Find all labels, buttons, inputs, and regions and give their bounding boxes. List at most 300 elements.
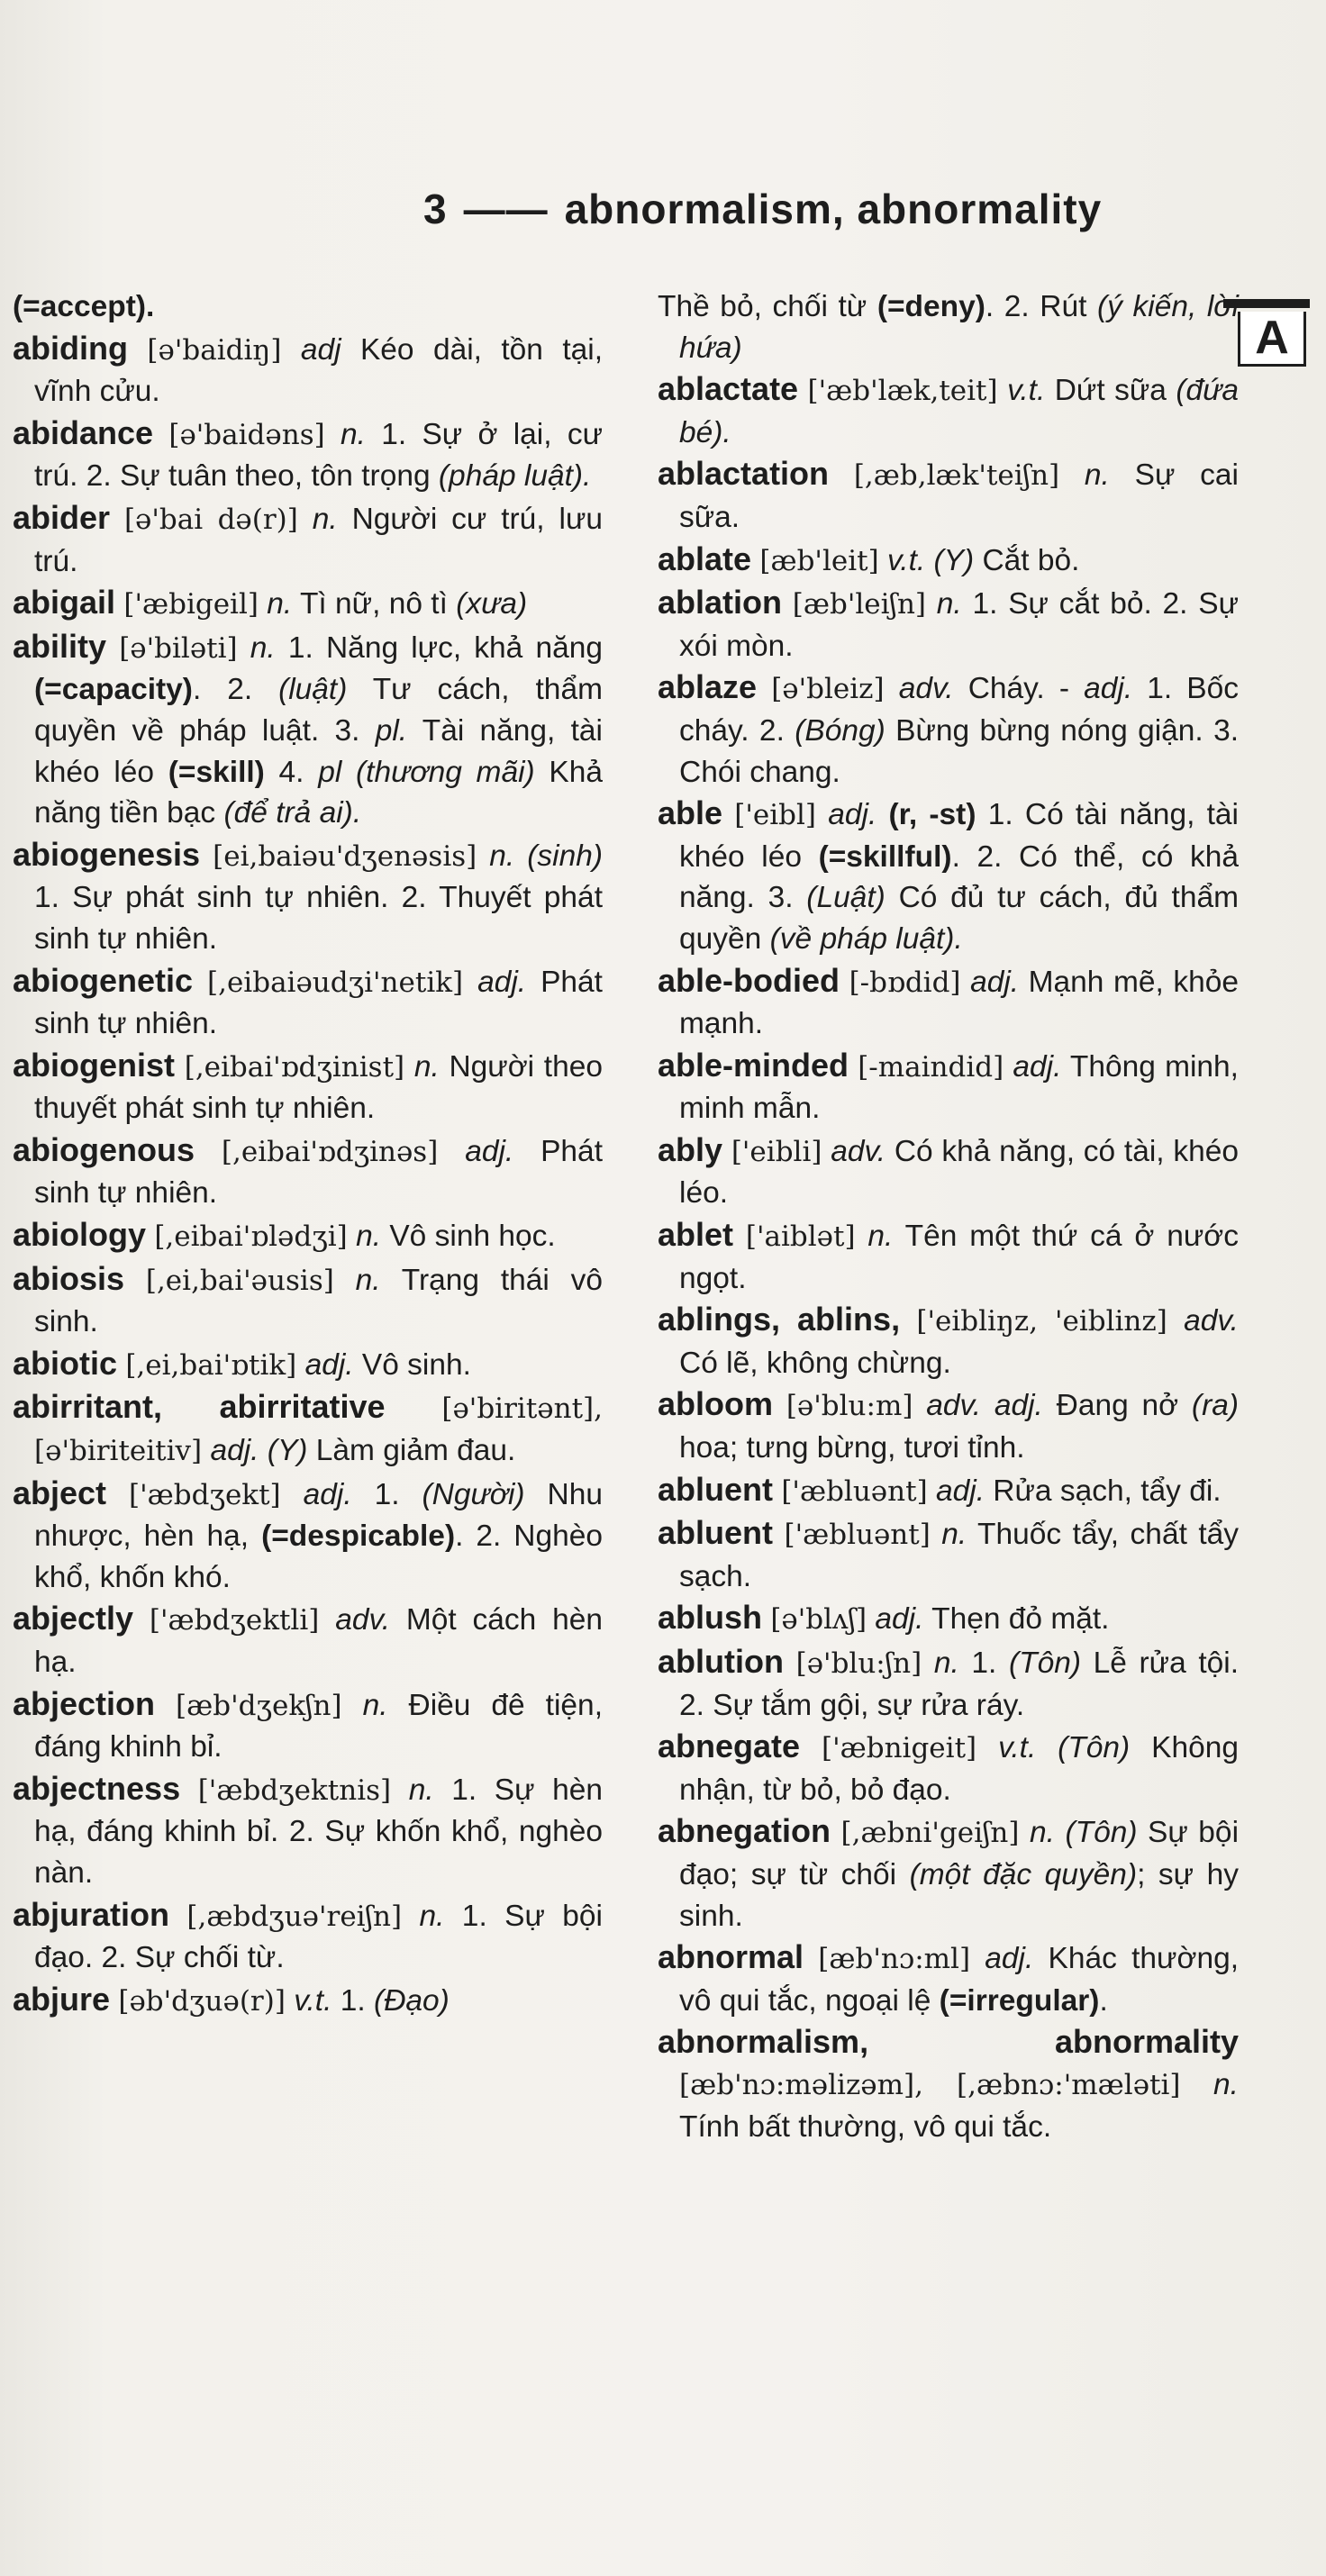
- definition-text: [900, 1304, 916, 1338]
- definition-text: [1059, 458, 1085, 492]
- bold-gloss: (=despicable): [261, 1519, 456, 1554]
- pronunciation: [æb'leiʃn]: [792, 588, 927, 621]
- definition-text: Cháy. -: [953, 672, 1085, 706]
- definition-text: . 2. Có thể, có khả năng. 3.: [679, 839, 1239, 915]
- dictionary-entry: [13, 1343, 603, 1387]
- italic-label: (Tôn): [1008, 1646, 1082, 1680]
- pronunciation: ['eibl]: [734, 799, 817, 832]
- italic-label: adv.: [335, 1603, 391, 1637]
- definition-text: [175, 1050, 185, 1084]
- italic-label: adv.: [831, 1134, 886, 1168]
- dictionary-entry: [13, 626, 603, 834]
- dictionary-entry: [13, 286, 603, 328]
- italic-label: (Đạo): [373, 1983, 450, 2018]
- bold-gloss: (=skillful): [818, 839, 952, 874]
- italic-label: n.: [941, 1518, 967, 1552]
- italic-label: adj.: [465, 1134, 514, 1168]
- headword: ablush: [658, 1599, 763, 1637]
- italic-label: adj.: [477, 965, 527, 999]
- definition-text: [970, 1942, 985, 1975]
- definition-text: [195, 1135, 222, 1168]
- definition-text: [281, 333, 300, 367]
- pronunciation: ['aiblət]: [745, 1220, 856, 1254]
- definition-text: Không nhận, từ bỏ, bỏ đạo.: [679, 1731, 1240, 1807]
- bold-gloss: (=accept).: [13, 290, 155, 323]
- definition-text: [1019, 1816, 1030, 1849]
- pronunciation: [,æbni'geiʃn]: [840, 1817, 1020, 1850]
- definition-text: 1.: [351, 1477, 422, 1511]
- dictionary-entry: [658, 667, 1239, 793]
- headword: abiogenous: [13, 1130, 195, 1168]
- italic-label: adj.: [935, 1474, 985, 1508]
- definition-text: Nhu nhược, hèn hạ,: [34, 1477, 603, 1554]
- italic-label: n.: [356, 1220, 382, 1254]
- pronunciation: [,eibai'ɒdʒinəs]: [221, 1135, 439, 1168]
- dictionary-entry: [658, 1512, 1239, 1597]
- definition-text: [751, 544, 759, 577]
- headword: abluent: [658, 1514, 774, 1552]
- definition-text: [281, 1478, 304, 1511]
- definition-text: [1004, 1050, 1013, 1084]
- definition-text: Vô sinh.: [353, 1347, 471, 1382]
- italic-label: (đứa bé).: [679, 374, 1239, 449]
- definition-text: [115, 587, 123, 621]
- italic-label: adj.: [970, 965, 1020, 999]
- definition-text: [133, 1603, 150, 1637]
- headword: abject: [13, 1474, 107, 1511]
- bold-gloss: (=skill): [168, 755, 265, 789]
- dictionary-entry: [13, 413, 603, 497]
- headword: ablution: [658, 1643, 784, 1680]
- headword: ability: [13, 627, 107, 665]
- headword: abnegation: [658, 1812, 831, 1850]
- italic-label: n.: [1084, 458, 1110, 493]
- definition-text: 1. Sự ở lại, cư trú. 2. Sự tuân theo, tôn trọng: [34, 417, 603, 494]
- definition-text: [762, 1602, 770, 1636]
- dictionary-entry: [658, 1810, 1239, 1937]
- headword: ablactate: [658, 370, 799, 408]
- dictionary-entry: [13, 582, 603, 626]
- italic-label: adj: [300, 332, 341, 367]
- definition-text: ; sự hy sinh.: [679, 1857, 1240, 1933]
- italic-label: adv.: [898, 672, 954, 706]
- headword: ably: [658, 1130, 723, 1168]
- italic-label: pl.: [375, 713, 408, 748]
- right-column: [658, 286, 1239, 2147]
- thumb-index-letter: A: [1238, 312, 1306, 367]
- definition-text: [438, 1135, 465, 1168]
- headword: abjuration: [13, 1895, 170, 1933]
- italic-label: n.: [267, 587, 293, 621]
- definition-text: [1167, 1304, 1184, 1338]
- dictionary-entry: [658, 1641, 1239, 1726]
- italic-label: (để trả ai).: [223, 796, 362, 830]
- definition-text: [146, 1220, 154, 1253]
- headword: ablation: [658, 584, 783, 621]
- italic-label: (Người): [422, 1477, 525, 1511]
- headword: abjure: [13, 1980, 111, 2018]
- definition-text: Dứt sữa: [1045, 374, 1176, 408]
- headword: able-minded: [658, 1046, 849, 1084]
- definition-text: [153, 418, 168, 451]
- definition-text: [798, 374, 807, 407]
- headword: able: [658, 794, 723, 832]
- pronunciation: ['æbluənt]: [784, 1519, 931, 1552]
- definition-text: [773, 1389, 786, 1422]
- definition-text: [800, 1731, 822, 1764]
- left-column: [13, 286, 603, 2022]
- definition-text: [773, 1518, 784, 1551]
- definition-text: [804, 1942, 818, 1975]
- definition-text: [391, 1773, 409, 1807]
- pronunciation: [ə'baidəns]: [168, 418, 325, 451]
- definition-text: 1. Có tài năng, tài khéo léo: [679, 798, 1239, 874]
- definition-text: 1. Sự cắt bỏ. 2. Sự xói mòn.: [679, 587, 1239, 663]
- definition-text: [913, 1389, 926, 1422]
- definition-text: [867, 1602, 875, 1636]
- italic-label: n.: [867, 1220, 894, 1254]
- pronunciation: ['eibli]: [731, 1135, 822, 1168]
- italic-label: (về pháp luật).: [769, 921, 963, 956]
- pronunciation: [æb'dʒekʃn]: [176, 1689, 342, 1722]
- definition-text: . 2.: [192, 673, 279, 707]
- pronunciation: ['æbdʒekt]: [129, 1478, 281, 1511]
- italic-label: v.t. (Y): [887, 543, 975, 577]
- dictionary-entry: [658, 2021, 1239, 2147]
- dictionary-entry: [658, 960, 1239, 1045]
- dictionary-entry: [13, 1768, 603, 1894]
- pronunciation: [ə'biləti]: [119, 631, 238, 665]
- definition-text: Sự bội đạo; sự từ chối: [679, 1816, 1240, 1891]
- dictionary-entry: [13, 1598, 603, 1683]
- definition-text: 1. Năng lực, khả năng: [275, 630, 603, 665]
- headword: abiology: [13, 1216, 147, 1254]
- italic-label: n.: [1213, 2067, 1239, 2101]
- definition-text: [296, 1348, 304, 1382]
- italic-label: v.t. (Tôn): [998, 1731, 1131, 1765]
- headword: abjection: [13, 1684, 156, 1722]
- definition-text: Khả năng tiền bạc: [34, 755, 603, 830]
- pronunciation: [ə'blu:m]: [786, 1390, 913, 1423]
- definition-text: [722, 798, 734, 831]
- definition-text: [402, 1900, 419, 1933]
- dictionary-entry: [13, 497, 603, 582]
- italic-label: n.: [413, 1049, 440, 1084]
- definition-text: Làm giảm đau.: [307, 1434, 516, 1468]
- italic-label: n.: [933, 1646, 959, 1680]
- dictionary-entry: [13, 1979, 603, 2023]
- dictionary-entry: [658, 1383, 1239, 1468]
- italic-label: n.: [408, 1773, 434, 1807]
- definition-text: Mạnh mẽ, khỏe mạnh.: [679, 965, 1239, 1041]
- italic-label: adj.: [303, 1477, 352, 1511]
- definition-text: Điều đê tiện, đáng khinh bỉ.: [34, 1688, 603, 1764]
- headword: abiotic: [13, 1344, 118, 1382]
- definition-text: Kéo dài, tồn tại, vĩnh cửu.: [34, 332, 604, 409]
- italic-label: adv.: [1184, 1304, 1239, 1338]
- definition-text: hoa; tưng bừng, tươi tỉnh.: [679, 1431, 1025, 1465]
- italic-label: n.: [250, 630, 276, 665]
- definition-text: [325, 418, 341, 451]
- headword: abider: [13, 498, 111, 536]
- definition-text: Người cư trú, lưu trú.: [34, 502, 603, 578]
- definition-text: [110, 1984, 118, 2018]
- definition-text: Sự cai sữa.: [679, 458, 1239, 534]
- headword: abjectly: [13, 1600, 134, 1637]
- pronunciation: [ə'bai də(r)]: [123, 503, 298, 536]
- definition-text: Thề bỏ, chối từ: [658, 290, 877, 323]
- definition-text: [200, 839, 213, 873]
- dictionary-entry: [658, 1469, 1239, 1513]
- pronunciation: [ə'blʌʃ]: [770, 1603, 867, 1637]
- dictionary-entry: [13, 1258, 603, 1343]
- definition-text: [998, 374, 1007, 407]
- pronunciation: [,eibai'ɒlədʒi]: [154, 1220, 348, 1254]
- definition-text: Có khả năng, có tài, khéo léo.: [679, 1134, 1239, 1211]
- definition-text: Rửa sạch, tẩy đi.: [985, 1474, 1222, 1508]
- headword: ablactation: [658, 455, 830, 493]
- definition-text: Phát sinh tự nhiên.: [34, 965, 603, 1041]
- pronunciation: ['æbnigeit]: [821, 1732, 977, 1765]
- pronunciation: ['æbdʒektli]: [149, 1604, 320, 1637]
- dictionary-entry: [658, 793, 1239, 959]
- definition-text: [757, 672, 771, 705]
- definition-text: Phát sinh tự nhiên.: [34, 1134, 603, 1211]
- definition-text: Đang nở: [1042, 1389, 1192, 1423]
- definition-text: [1181, 2068, 1214, 2101]
- definition-text: 1. Bốc cháy. 2.: [679, 672, 1240, 748]
- dictionary-entry: [658, 1597, 1239, 1641]
- definition-text: 1.: [958, 1646, 1009, 1680]
- pronunciation: [,eibai'ɒdʒinist]: [184, 1050, 405, 1084]
- definition-text: Vô sinh học.: [381, 1220, 556, 1254]
- headword: abiogenetic: [13, 961, 194, 999]
- definition-text: [784, 1646, 796, 1680]
- pronunciation: [,ei,bai'ɒtik]: [125, 1348, 297, 1382]
- definition-text: Tư cách, thẩm quyền về pháp luật. 3.: [34, 673, 603, 748]
- dictionary-entry: [658, 286, 1239, 368]
- definition-text: Tài năng, tài khéo léo: [34, 713, 603, 789]
- definition-text: [722, 1135, 731, 1168]
- definition-text: Có lẽ, không chừng.: [679, 1346, 951, 1380]
- definition-text: [822, 1135, 831, 1168]
- headword: abnormalism, abnormality: [658, 2023, 1239, 2061]
- italic-label: n.: [419, 1899, 445, 1933]
- page-number: 3: [423, 186, 448, 232]
- definition-text: [829, 458, 854, 492]
- bold-gloss: (=deny): [876, 290, 985, 323]
- italic-label: (xưa): [456, 587, 528, 621]
- definition-text: . 2. Rút: [985, 290, 1098, 323]
- italic-label: n.: [355, 1263, 381, 1297]
- dictionary-entry: [658, 582, 1239, 667]
- pronunciation: ['æb'læk,teit]: [807, 375, 998, 408]
- definition-text: [856, 1220, 868, 1253]
- dictionary-entry: [658, 1214, 1239, 1299]
- definition-text: Tì nữ, nô tì: [292, 587, 457, 621]
- dictionary-entry: [658, 1129, 1239, 1214]
- italic-label: adj. (Y): [210, 1434, 308, 1468]
- italic-label: v.t.: [294, 1983, 332, 2018]
- definition-text: Trạng thái vô sinh.: [34, 1263, 604, 1339]
- pronunciation: [ei,baiəu'dʒenəsis]: [213, 839, 477, 873]
- definition-text: [922, 1646, 934, 1680]
- dictionary-entry: [658, 1045, 1239, 1129]
- headword: able-bodied: [658, 961, 840, 999]
- definition-text: Tính bất thường, vô qui tắc.: [679, 2109, 1052, 2144]
- dictionary-entry: [13, 834, 603, 960]
- definition-text: [404, 1050, 414, 1084]
- definition-text: [976, 1731, 998, 1764]
- definition-text: 1. Sự bội đạo. 2. Sự chối từ.: [34, 1899, 603, 1975]
- definition-text: [773, 1474, 781, 1508]
- italic-label: adj.: [985, 1942, 1034, 1976]
- pronunciation: [ə'biritənt],[ə'biriteitiv]: [34, 1392, 603, 1468]
- headword: abigail: [13, 584, 116, 621]
- headword: abloom: [658, 1385, 774, 1423]
- italic-label: (pháp luật).: [438, 459, 592, 494]
- definition-text: [961, 966, 971, 999]
- italic-label: (Luật): [806, 881, 886, 915]
- pronunciation: ['æbdʒektnis]: [197, 1773, 392, 1807]
- definition-text: [298, 503, 313, 536]
- definition-text: . 2. Nghèo khổ, khốn khó.: [34, 1519, 603, 1594]
- definition-text: Khác thường, vô qui tắc, ngoại lệ: [679, 1942, 1240, 2018]
- pronunciation: [,æb,læk'teiʃn]: [853, 459, 1060, 493]
- dictionary-entry: [658, 1299, 1239, 1383]
- definition-text: [386, 1392, 442, 1425]
- dictionary-entry: [13, 1683, 603, 1768]
- italic-label: n.: [341, 417, 366, 451]
- italic-label: (một đặc quyền): [909, 1857, 1138, 1891]
- italic-label: n. (Tôn): [1030, 1816, 1138, 1850]
- definition-text: [782, 587, 793, 621]
- definition-text: [110, 503, 124, 536]
- italic-label: adj.: [304, 1347, 354, 1382]
- definition-text: [931, 1518, 941, 1551]
- headword: ablet: [658, 1216, 734, 1254]
- headword: abiosis: [13, 1259, 125, 1297]
- dictionary-entry: [13, 1894, 603, 1979]
- dictionary-entry: [13, 960, 603, 1045]
- headword: abjectness: [13, 1769, 181, 1807]
- definition-text: [286, 1984, 294, 2018]
- italic-label: adj.: [1084, 672, 1133, 706]
- definition-text: [816, 798, 828, 831]
- italic-label: n.: [312, 502, 338, 536]
- headword: abiogenesis: [13, 835, 201, 873]
- italic-label: n.: [362, 1688, 388, 1722]
- headword: ablaze: [658, 668, 758, 706]
- pronunciation: [æb'nɔ:ml]: [818, 1943, 971, 1976]
- definition-text: 4.: [264, 755, 319, 789]
- definition-text: [193, 966, 207, 999]
- pronunciation: [əb'dʒuə(r)]: [118, 1984, 286, 2018]
- definition-text: [928, 1474, 936, 1508]
- pronunciation: [,ei,bai'əusis]: [145, 1264, 334, 1297]
- pronunciation: [,eibaiəudʒi'netik]: [207, 966, 464, 999]
- definition-text: [876, 798, 888, 831]
- definition-text: Người theo thuyết phát sinh tự nhiên.: [34, 1049, 603, 1126]
- definition-text: [106, 1478, 129, 1511]
- definition-text: [124, 1264, 146, 1297]
- definition-text: Tên một thứ cá ở nước ngọt.: [679, 1220, 1239, 1295]
- pronunciation: [ə'blu:ʃn]: [795, 1647, 922, 1680]
- pronunciation: [-maindid]: [858, 1050, 1004, 1084]
- definition-text: [342, 1689, 363, 1722]
- running-head-dash: ——: [463, 186, 549, 232]
- italic-label: pl (thương mãi): [318, 755, 535, 789]
- definition-text: [885, 672, 899, 705]
- headword: abiding: [13, 329, 128, 367]
- pronunciation: [-bɒdid]: [849, 966, 961, 999]
- dictionary-entry: [658, 368, 1239, 453]
- italic-label: n. (sinh): [489, 839, 604, 873]
- bold-gloss: (=irregular): [939, 1983, 1100, 2018]
- headword: abnegate: [658, 1728, 801, 1765]
- definition-text: Có đủ tư cách, đủ thẩm quyền: [679, 881, 1239, 956]
- definition-text: [477, 839, 489, 873]
- dictionary-entry: [13, 328, 603, 413]
- italic-label: n.: [936, 587, 962, 621]
- definition-text: [879, 544, 887, 577]
- definition-text: [117, 1348, 125, 1382]
- headword: abnormal: [658, 1938, 804, 1976]
- italic-label: (luật): [278, 673, 348, 707]
- bold-gloss: (=capacity): [34, 673, 193, 707]
- definition-text: 1.: [332, 1983, 374, 2018]
- definition-text: [733, 1220, 746, 1253]
- guide-words: abnormalism, abnormality: [564, 186, 1103, 232]
- italic-label: v.t.: [1007, 374, 1046, 408]
- definition-text: [180, 1773, 198, 1807]
- dictionary-entry: [658, 1937, 1239, 2021]
- definition-text: [926, 587, 937, 621]
- pronunciation: [ə'baidiŋ]: [147, 333, 282, 367]
- definition-text: [128, 333, 147, 367]
- pronunciation: ['eibliŋz, 'eiblinz]: [916, 1305, 1167, 1338]
- dictionary-entry: [658, 539, 1239, 583]
- definition-text: [238, 631, 250, 665]
- definition-text: [463, 966, 477, 999]
- definition-text: Lễ rửa tội. 2. Sự tắm gội, sự rửa ráy.: [679, 1646, 1240, 1722]
- headword: ablate: [658, 540, 752, 577]
- definition-text: [259, 587, 267, 621]
- italic-label: adj.: [828, 798, 877, 832]
- italic-label: (ý kiến, lời hứa): [679, 290, 1239, 365]
- pronunciation: ['æbigeil]: [123, 588, 259, 621]
- definition-text: Thông minh, minh mẫn.: [679, 1049, 1239, 1126]
- definition-text: Thuốc tẩy, chất tẩy sạch.: [679, 1518, 1240, 1593]
- pronunciation: [ə'bleiz]: [771, 673, 885, 706]
- definition-text: Bừng bừng nóng giận. 3. Chói chang.: [679, 713, 1240, 789]
- bold-gloss: (r, -st): [888, 798, 976, 832]
- dictionary-entry: [658, 453, 1239, 538]
- pronunciation: [,æbdʒuə'reiʃn]: [186, 1900, 403, 1933]
- pronunciation: [æb'nɔ:məlizəm], [,æbnɔ:'mæləti]: [679, 2068, 1181, 2101]
- definition-text: Cắt bỏ.: [974, 543, 1080, 577]
- headword: abiogenist: [13, 1046, 176, 1084]
- italic-label: adj.: [1013, 1049, 1062, 1084]
- definition-text: [840, 966, 849, 999]
- headword: ablings, ablins,: [658, 1301, 901, 1338]
- definition-text: .: [1099, 1983, 1108, 2018]
- italic-label: adv. adj.: [926, 1389, 1043, 1423]
- dictionary-entry: [13, 1045, 603, 1129]
- pronunciation: [æb'leit]: [759, 544, 879, 577]
- definition-text: 1. Sự hèn hạ, đáng khinh bỉ. 2. Sự khốn khổ, nghèo nàn.: [34, 1773, 604, 1890]
- dictionary-entry: [658, 1726, 1239, 1810]
